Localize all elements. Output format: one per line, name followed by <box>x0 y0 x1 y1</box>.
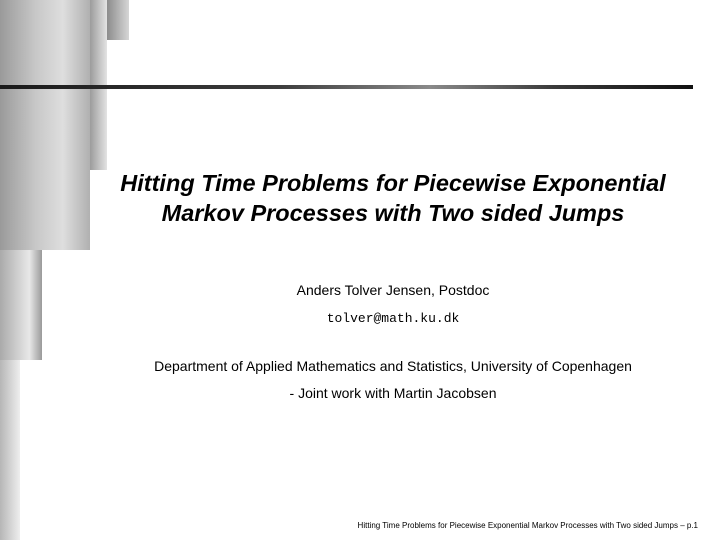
author-line: Anders Tolver Jensen, Postdoc <box>296 282 490 298</box>
decorative-bar-top-small <box>107 0 129 40</box>
slide-title: Hitting Time Problems for Piecewise Exponential Markov Processes with Two sided Jumps <box>120 170 666 226</box>
decorative-bar-left-bottom <box>0 360 20 540</box>
header-rule <box>0 85 693 89</box>
decorative-bar-left-lower <box>0 250 42 360</box>
joint-work-line: - Joint work with Martin Jacobsen <box>289 385 497 401</box>
slide-footer: Hitting Time Problems for Piecewise Exponential Markov Processes with Two sided Jumps – p.1 <box>357 521 698 530</box>
email-address: tolver@math.ku.dk <box>326 311 460 326</box>
decorative-bar-left-wide <box>0 0 90 250</box>
department-line: Department of Applied Mathematics and Statistics, University of Copenhagen <box>154 358 632 374</box>
